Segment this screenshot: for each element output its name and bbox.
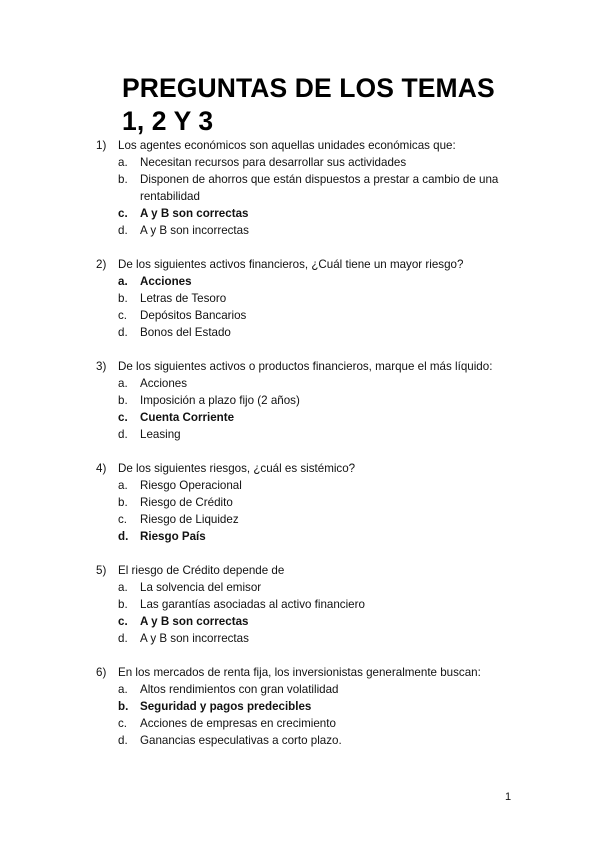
option-letter: c. (118, 513, 128, 526)
question-list (96, 137, 526, 766)
option-text: Acciones de empresas en crecimiento (140, 717, 336, 730)
answer-option (96, 681, 526, 698)
answer-option (96, 392, 526, 409)
question-text: De los siguientes activos o productos financieros, marque el más líquido: (118, 360, 493, 373)
answer-option (96, 324, 526, 341)
option-letter: d. (118, 428, 128, 441)
answer-option (96, 732, 526, 749)
answer-option (96, 477, 526, 494)
option-letter: b. (118, 173, 128, 186)
question-text: En los mercados de renta fija, los inversionistas generalmente buscan: (118, 666, 481, 679)
question-stem (96, 562, 526, 579)
option-letter: b. (118, 598, 128, 611)
answer-option (96, 290, 526, 307)
question-text: De los siguientes activos financieros, ¿Cuál tiene un mayor riesgo? (118, 258, 464, 271)
answer-option (96, 222, 526, 239)
option-text: Altos rendimientos con gran volatilidad (140, 683, 339, 696)
question-stem (96, 256, 526, 273)
title-line-1: PREGUNTAS DE LOS TEMAS (122, 73, 495, 103)
option-letter: d. (118, 632, 128, 645)
question-text: Los agentes económicos son aquellas unidades económicas que: (118, 139, 456, 152)
option-letter: b. (118, 496, 128, 509)
option-text: Riesgo Operacional (140, 479, 242, 492)
option-text: Seguridad y pagos predecibles (140, 700, 312, 713)
question-item (96, 664, 526, 749)
option-text: Riesgo País (140, 530, 206, 543)
question-stem (96, 137, 526, 154)
option-text: A y B son incorrectas (140, 632, 249, 645)
answer-option-correct (96, 409, 526, 426)
option-text: Acciones (140, 377, 188, 390)
option-text: Ganancias especulativas a corto plazo. (140, 734, 342, 747)
answer-option (96, 154, 526, 171)
option-text: A y B son correctas (140, 207, 249, 220)
answer-option-correct (96, 698, 526, 715)
answer-option (96, 511, 526, 528)
option-text: Necesitan recursos para desarrollar sus actividades (140, 156, 407, 169)
option-text: Depósitos Bancarios (140, 309, 247, 322)
option-letter: b. (118, 700, 129, 713)
question-text: De los siguientes riesgos, ¿cuál es sistémico? (118, 462, 356, 475)
option-letter: c. (118, 411, 128, 424)
answer-option-correct (96, 613, 526, 630)
question-number: 5) (96, 564, 107, 577)
answer-option-correct (96, 205, 526, 222)
question-number: 3) (96, 360, 107, 373)
question-item (96, 256, 526, 341)
answer-option (96, 426, 526, 443)
option-letter: c. (118, 207, 128, 220)
question-item (96, 137, 526, 239)
option-letter: d. (118, 224, 128, 237)
answer-option (96, 715, 526, 732)
page-number: 1 (505, 791, 512, 803)
option-text: Bonos del Estado (140, 326, 231, 339)
question-number: 6) (96, 666, 107, 679)
option-letter: d. (118, 326, 128, 339)
answer-option (96, 596, 526, 613)
option-text: Riesgo de Liquidez (140, 513, 239, 526)
option-text: A y B son incorrectas (140, 224, 249, 237)
question-number: 4) (96, 462, 107, 475)
option-text: Letras de Tesoro (140, 292, 227, 305)
question-stem (96, 664, 526, 681)
answer-option (96, 630, 526, 647)
answer-option-correct (96, 273, 526, 290)
option-text: Leasing (140, 428, 181, 441)
answer-option (96, 171, 526, 205)
option-letter: b. (118, 394, 128, 407)
option-letter: c. (118, 615, 128, 628)
option-text: Disponen de ahorros que están dispuestos a prestar a cambio de una rentabilidad (140, 173, 499, 203)
option-letter: c. (118, 309, 128, 322)
option-letter: c. (118, 717, 128, 730)
option-letter: a. (118, 683, 128, 696)
option-text: Las garantías asociadas al activo financiero (140, 598, 365, 611)
option-letter: a. (118, 377, 128, 390)
option-letter: a. (118, 479, 128, 492)
question-item (96, 358, 526, 443)
option-text: Imposición a plazo fijo (2 años) (140, 394, 300, 407)
page-title (122, 72, 542, 138)
title-line-2: 1, 2 Y 3 (122, 106, 214, 136)
option-text: La solvencia del emisor (140, 581, 262, 594)
option-text: Acciones (140, 275, 192, 288)
option-letter: a. (118, 275, 128, 288)
option-letter: b. (118, 292, 128, 305)
question-text: El riesgo de Crédito depende de (118, 564, 285, 577)
question-stem (96, 358, 526, 375)
option-letter: a. (118, 156, 128, 169)
answer-option-correct (96, 528, 526, 545)
option-text: Cuenta Corriente (140, 411, 235, 424)
option-text: A y B son correctas (140, 615, 249, 628)
question-stem (96, 460, 526, 477)
option-letter: d. (118, 734, 128, 747)
question-number: 2) (96, 258, 107, 271)
option-text: Riesgo de Crédito (140, 496, 233, 509)
question-item (96, 562, 526, 647)
option-letter: d. (118, 530, 129, 543)
answer-option (96, 375, 526, 392)
answer-option (96, 494, 526, 511)
answer-option (96, 307, 526, 324)
question-item (96, 460, 526, 545)
answer-option (96, 579, 526, 596)
question-number: 1) (96, 139, 107, 152)
option-letter: a. (118, 581, 128, 594)
